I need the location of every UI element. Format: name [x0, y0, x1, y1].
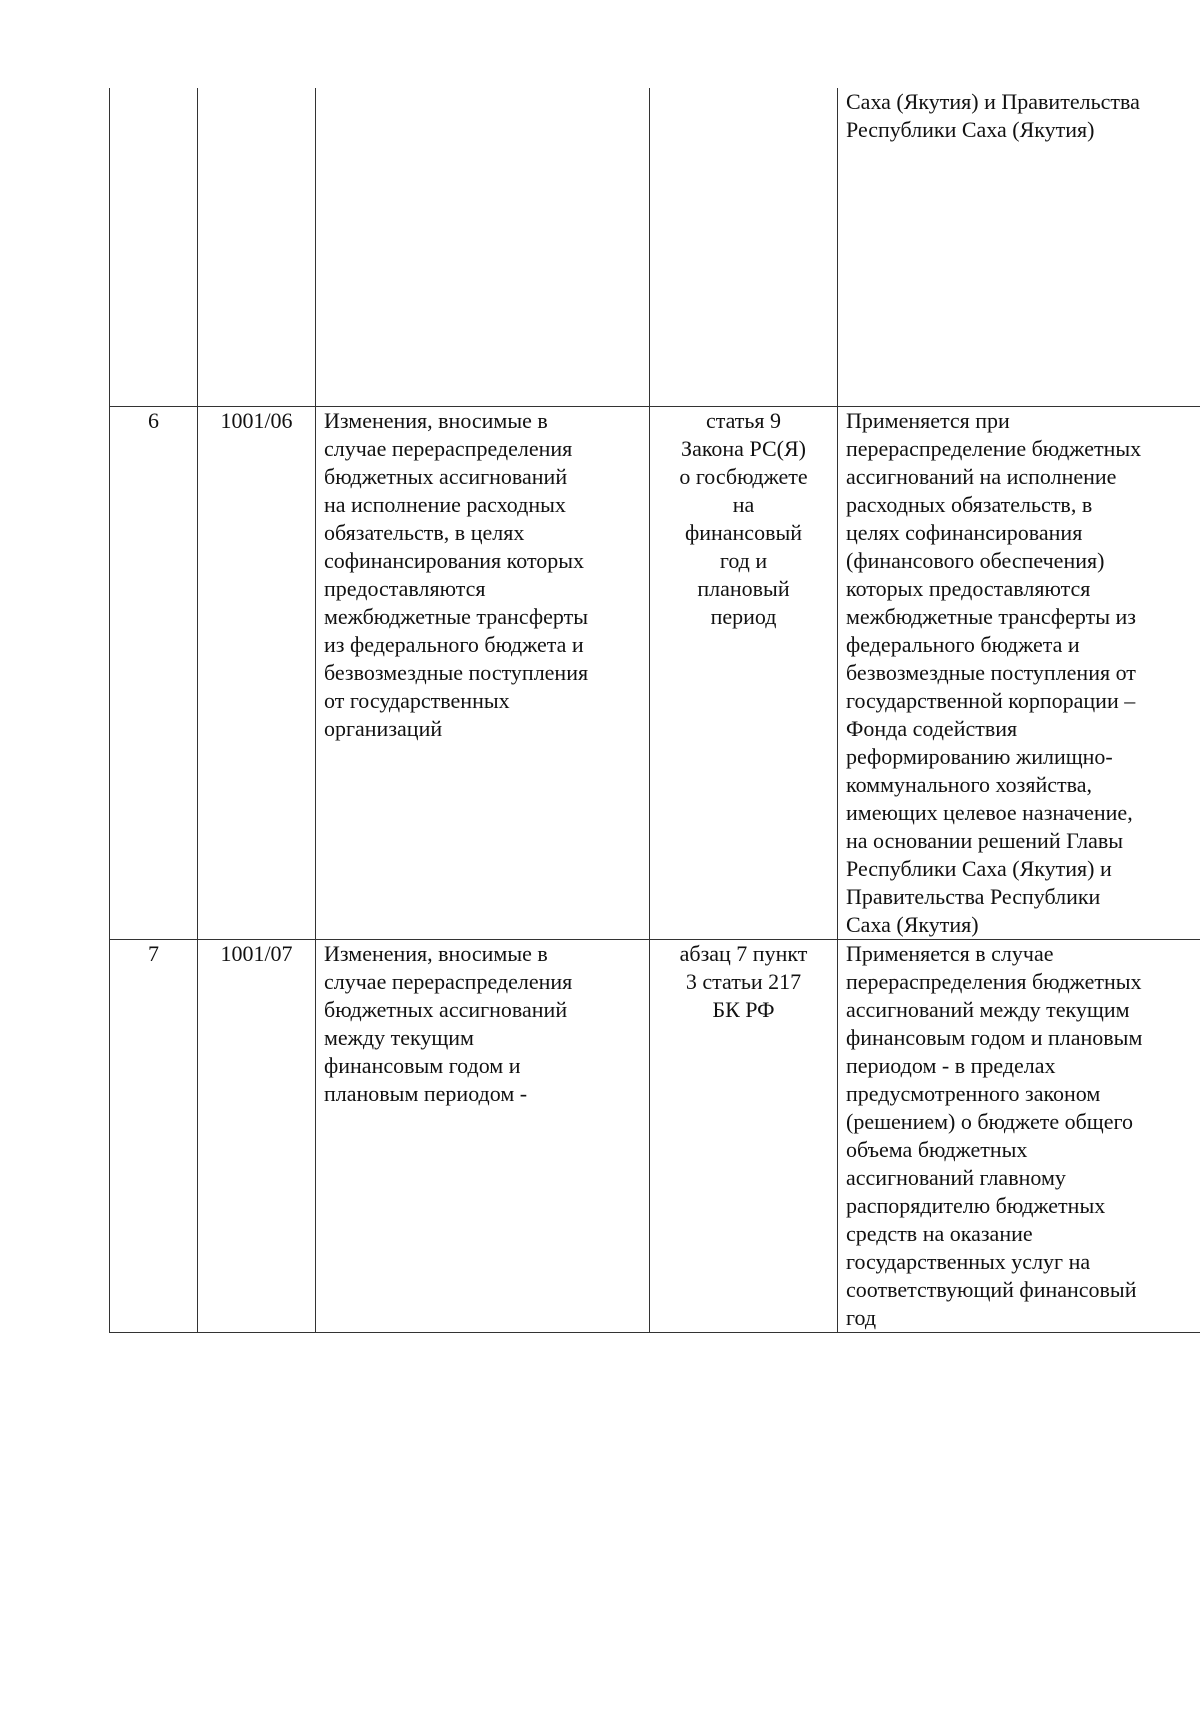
row-number-cell: [110, 407, 198, 940]
change-description: Изменения, вносимые в случае перераспределения бюджетных ассигнований на исполнение расходных обязательств, в целях софинансирования которых предоставляются межбюджетные трансферты из федерального бюджета и безвозмездные поступления от государственных организаций: [324, 408, 589, 741]
row-number-cell: [110, 940, 198, 1333]
budget-changes-table: [109, 88, 1200, 1333]
legal-basis-cell: [650, 88, 838, 407]
application-note: Саха (Якутия) и Правительства Республики Саха (Якутия): [846, 89, 1140, 142]
change-code: 1001/07: [220, 941, 293, 966]
description-cell: [316, 407, 650, 940]
description-cell: [316, 88, 650, 407]
application-note-cell: [838, 407, 1200, 940]
row-number: 7: [148, 941, 159, 966]
table-row-continued: [110, 88, 1200, 407]
row-number: 6: [148, 408, 159, 433]
code-cell: [198, 407, 316, 940]
application-note-cell: [838, 88, 1200, 407]
table-row: [110, 407, 1200, 940]
legal-basis: статья 9 Закона РС(Я) о госбюджете на финансовый год и плановый период: [679, 408, 808, 629]
code-cell: [198, 88, 316, 407]
change-code: 1001/06: [220, 408, 293, 433]
application-note: Применяется при перераспределение бюджетных ассигнований на исполнение расходных обязательств, в целях софинансирования (финансового обеспечения) которых предоставляются межбюджетные трансферты из федерального бюджета и безвозмездные поступления от государственной корпорации – Фонда содействия реформированию жилищно- коммунального хозяйства, имеющих целевое назначение, на основании решений Главы Республики Саха (Якутия) и Правительства Республики Саха (Якутия): [846, 408, 1142, 937]
legal-basis-cell: [650, 940, 838, 1333]
application-note: Применяется в случае перераспределения бюджетных ассигнований между текущим финансовым годом и плановым периодом - в пределах предусмотренного законом (решением) о бюджете общего объема бюджетных ассигнований главному распорядителю бюджетных средств на оказание государственных услуг на соответствующий финансовый год: [846, 941, 1143, 1330]
legal-basis-cell: [650, 407, 838, 940]
legal-basis: абзац 7 пункт 3 статьи 217 БК РФ: [679, 941, 808, 1022]
description-cell: [316, 940, 650, 1333]
code-cell: [198, 940, 316, 1333]
table-row: [110, 940, 1200, 1333]
change-description: Изменения, вносимые в случае перераспределения бюджетных ассигнований между текущим финансовым годом и плановым периодом -: [324, 941, 573, 1106]
row-number-cell: [110, 88, 198, 407]
application-note-cell: [838, 940, 1200, 1333]
